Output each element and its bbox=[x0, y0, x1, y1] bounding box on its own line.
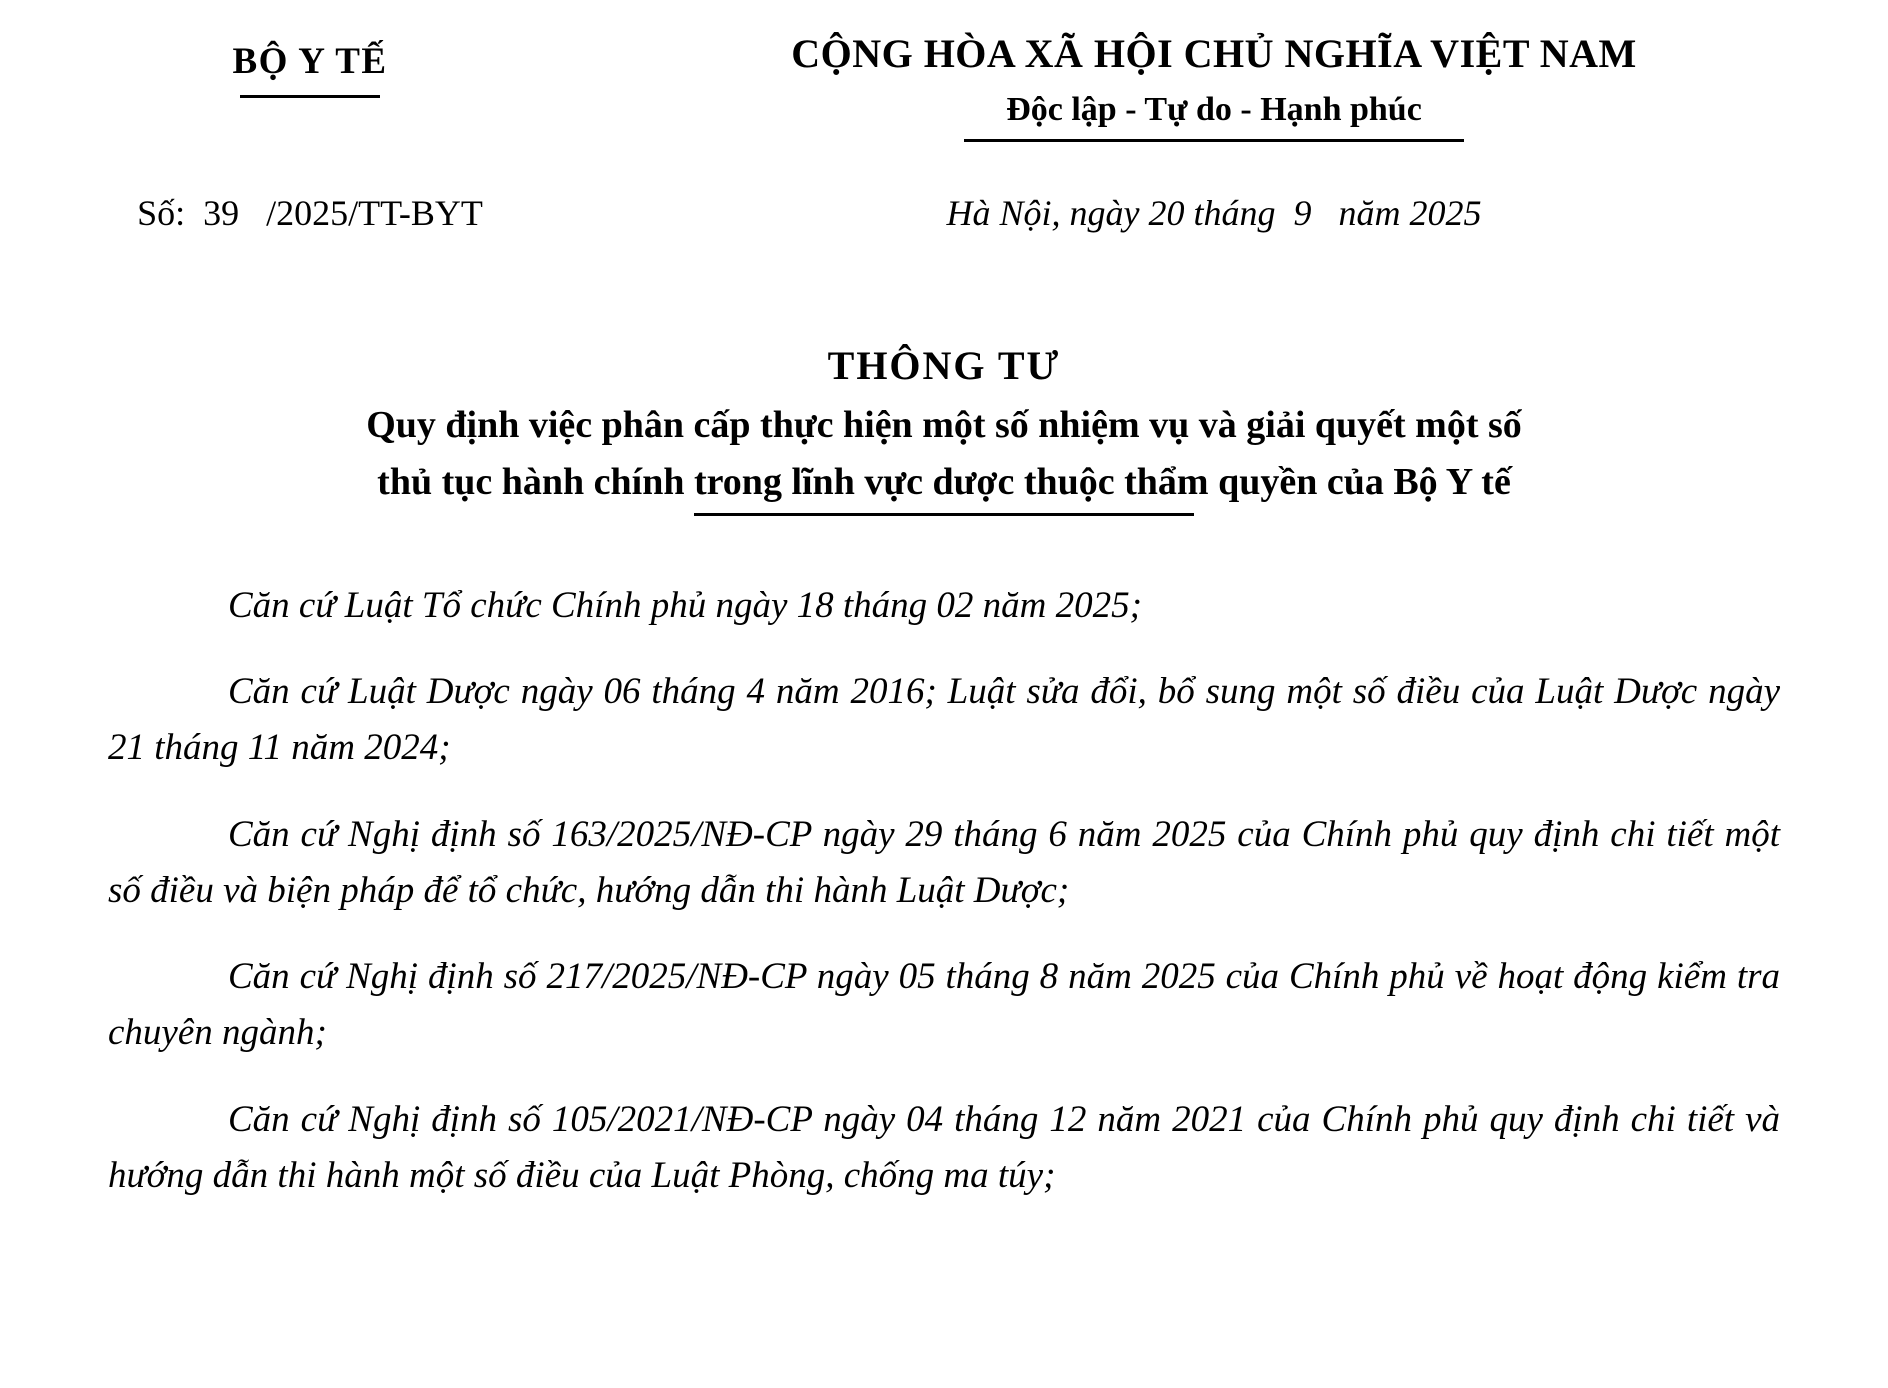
authority-divider bbox=[240, 95, 380, 98]
country-name: CỘNG HÒA XÃ HỘI CHỦ NGHĨA VIỆT NAM bbox=[791, 31, 1637, 76]
national-motto: Độc lập - Tự do - Hạnh phúc bbox=[1006, 91, 1422, 128]
document-title-line-1: Quy định việc phân cấp thực hiện một số nhiệm vụ và giải quyết một số bbox=[366, 404, 1522, 446]
document-type: THÔNG TƯ bbox=[827, 343, 1061, 388]
legal-basis-paragraph: Căn cứ Nghị định số 105/2021/NĐ-CP ngày 04 tháng 12 năm 2021 của Chính phủ quy định chi tiết và hướng dẫn thi hành một số điều của Luật Phòng, chống ma túy; bbox=[108, 1098, 1780, 1196]
document-header bbox=[0, 0, 1888, 142]
legal-basis-paragraph: Căn cứ Nghị định số 217/2025/NĐ-CP ngày 05 tháng 8 năm 2025 của Chính phủ về hoạt động kiểm tra chuyên ngành; bbox=[108, 956, 1780, 1054]
national-heading-block bbox=[620, 30, 1888, 142]
document-number: Số: 39 /2025/TT-BYT bbox=[137, 193, 483, 233]
document-body bbox=[0, 578, 1888, 1204]
legal-basis-paragraph: Căn cứ Luật Tổ chức Chính phủ ngày 18 tháng 02 năm 2025; bbox=[228, 585, 1142, 626]
legal-basis-paragraph: Căn cứ Luật Dược ngày 06 tháng 4 năm 2016; Luật sửa đổi, bổ sung một số điều của Luật Dược ngày 21 tháng 11 năm 2024; bbox=[108, 671, 1780, 769]
issuing-authority-block bbox=[0, 30, 620, 98]
document-title-line-2: thủ tục hành chính trong lĩnh vực dược thuộc thẩm quyền của Bộ Y tế bbox=[377, 461, 1511, 503]
motto-divider bbox=[964, 139, 1464, 142]
title-block bbox=[0, 342, 1888, 516]
number-and-date-row bbox=[0, 192, 1888, 234]
title-divider bbox=[694, 513, 1194, 516]
issuing-authority-name: BỘ Y TẾ bbox=[232, 41, 388, 82]
document-title bbox=[164, 397, 1724, 511]
place-and-date: Hà Nội, ngày 20 tháng 9 năm 2025 bbox=[946, 193, 1482, 233]
legal-basis-paragraph: Căn cứ Nghị định số 163/2025/NĐ-CP ngày 29 tháng 6 năm 2025 của Chính phủ quy định chi tiết một số điều và biện pháp để tổ chức, hướng dẫn thi hành Luật Dược; bbox=[108, 813, 1780, 911]
